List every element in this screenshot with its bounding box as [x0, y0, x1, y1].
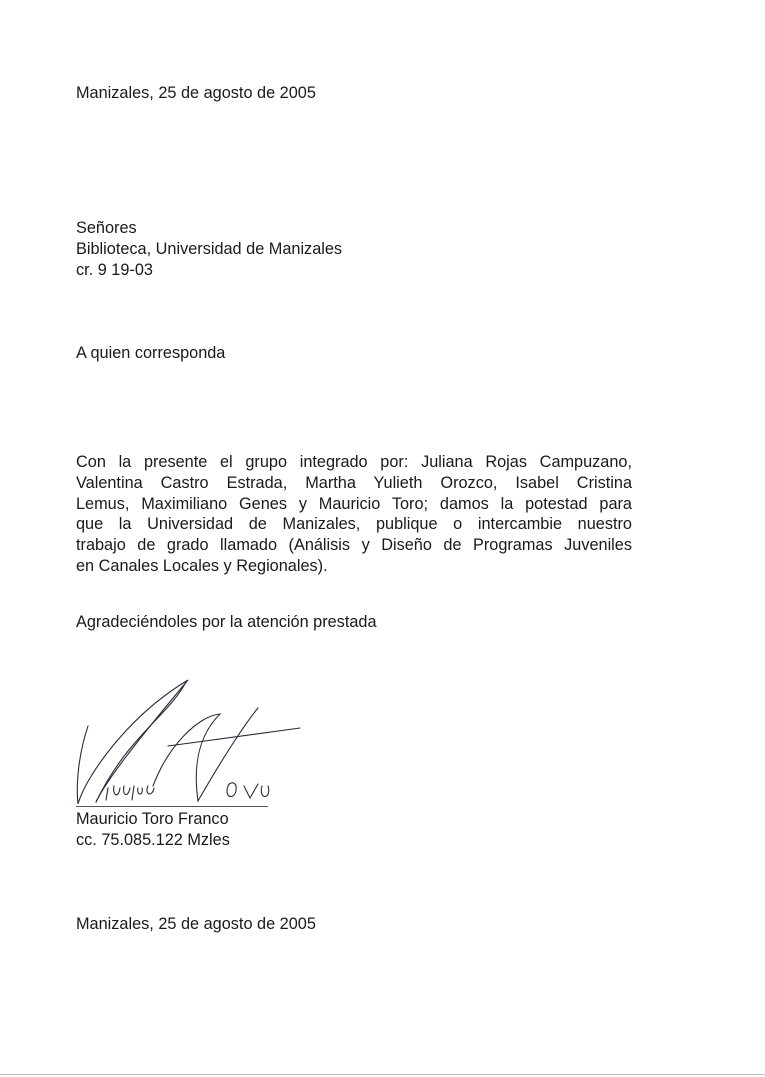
signer-id: cc. 75.085.122 Mzles [76, 831, 230, 849]
handwritten-signature [68, 676, 308, 811]
body-line: que la Universidad de Manizales, publique o intercambie nuestro [76, 515, 632, 534]
letter-body [76, 452, 632, 577]
signer-name: Mauricio Toro Franco [76, 810, 229, 828]
body-line: Valentina Castro Estrada, Martha Yulieth Orozco, Isabel Cristina [76, 473, 632, 492]
salutation: A quien corresponda [76, 344, 226, 362]
recipient-line: cr. 9 19-03 [76, 261, 153, 279]
body-line: Lemus, Maximiliano Genes y Mauricio Toro; damos la potestad para [76, 494, 632, 513]
letter-date: Manizales, 25 de agosto de 2005 [76, 84, 316, 102]
signature-line [76, 806, 268, 807]
footer-date: Manizales, 25 de agosto de 2005 [76, 915, 316, 933]
closing: Agradeciéndoles por la atención prestada [76, 613, 377, 631]
body-line: Con la presente el grupo integrado por: Juliana Rojas Campuzano, [76, 453, 632, 471]
recipient-line: Señores [76, 219, 137, 237]
page-edge [0, 1074, 765, 1075]
body-line: en Canales Locales y Regionales). [76, 556, 328, 575]
recipient-line: Biblioteca, Universidad de Manizales [76, 240, 343, 258]
body-line: trabajo de grado llamado (Análisis y Diseño de Programas Juveniles [76, 536, 632, 555]
